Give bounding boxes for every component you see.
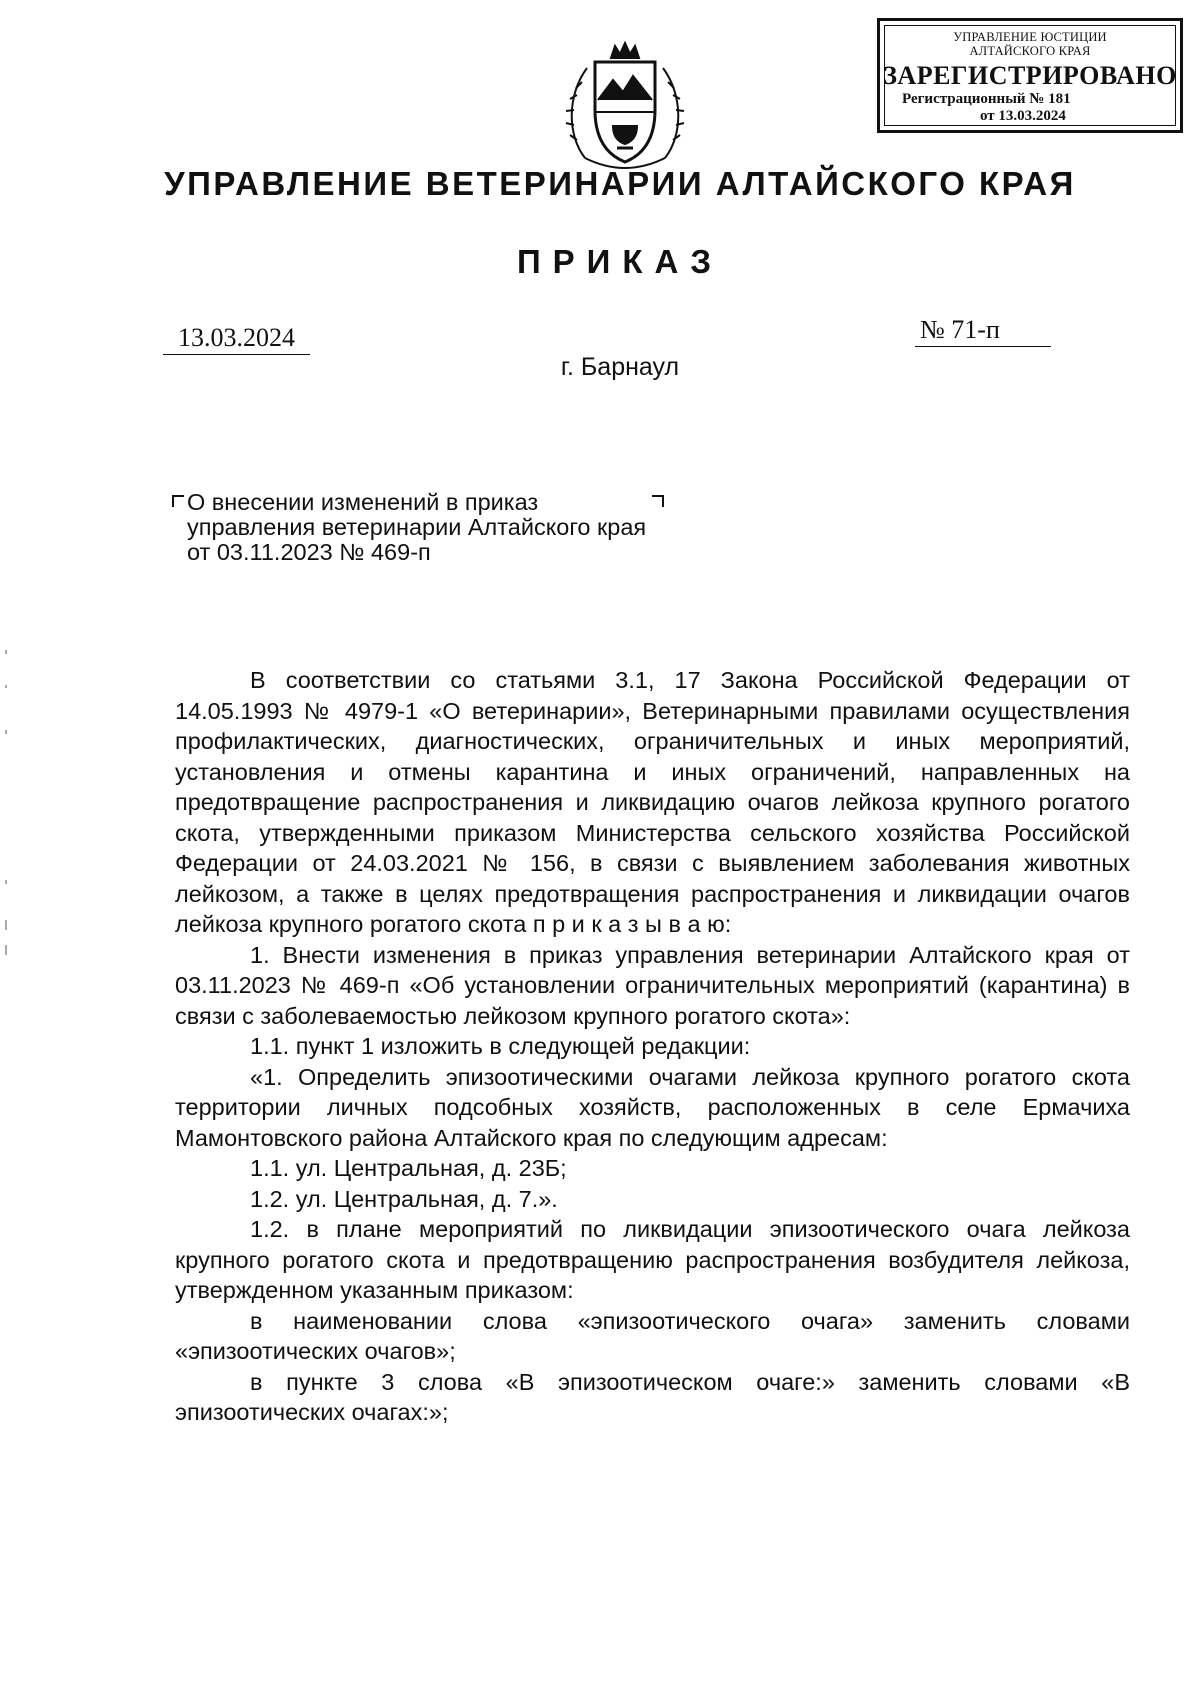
- paragraph-address-1: 1.1. ул. Центральная, д. 23Б;: [250, 1155, 567, 1181]
- organization-title: УПРАВЛЕНИЕ ВЕТЕРИНАРИИ АЛТАЙСКОГО КРАЯ: [164, 165, 1076, 202]
- document-number: № 71-п: [915, 314, 1051, 347]
- paragraph-item-1-1: 1.1. пункт 1 изложить в следующей редакции:: [250, 1033, 751, 1059]
- document-body: [175, 665, 1130, 1428]
- scan-margin-marks: [2, 640, 10, 1000]
- document-city: г. Барнаул: [560, 353, 680, 381]
- coat-of-arms-emblem: [565, 40, 685, 180]
- paragraph-item-1: 1. Внести изменения в приказ управления ветеринарии Алтайского края от 03.11.2023 № 469-п «Об установлении ограничительных мероприятий (карантина) в связи с заболеваемостью лейкозом крупного рогатого скота»:: [175, 941, 1130, 1029]
- paragraph-address-2: 1.2. ул. Центральная, д. 7.».: [250, 1185, 558, 1212]
- paragraph-item-1-2: 1.2. в плане мероприятий по ликвидации эпизоотического очага лейкоза крупного рогатого скота и предотвращению распространения возбудителя лейкоза, утвержденном указанным приказом:: [175, 1216, 1130, 1303]
- stamp-status: ЗАРЕГИСТРИРОВАНО: [883, 61, 1177, 90]
- paragraph-point-3-change: в пункте 3 слова «В эпизоотическом очаге:» заменить словами «В эпизоотических очагах:»;: [175, 1368, 1130, 1425]
- document-type: ПРИКАЗ: [516, 243, 724, 280]
- subject-bracket-right: [652, 495, 664, 507]
- stamp-line2: АЛТАЙСКОГО КРАЯ: [969, 44, 1091, 58]
- document-subject: О внесении изменений в приказ управления ветеринарии Алтайского края от 03.11.2023 № 469-п: [187, 489, 647, 565]
- paragraph-new-point-1: «1. Определить эпизоотическими очагами лейкоза крупного рогатого скота территории личных подсобных хозяйств, расположенных в селе Ермачиха Мамонтовского района Алтайского края по следующим адресам:: [175, 1063, 1130, 1151]
- subject-bracket-left: [172, 495, 184, 507]
- stamp-reg-number: Регистрационный № 181: [902, 91, 1071, 107]
- paragraph-preamble: В соответствии со статьями 3.1, 17 Закона Российской Федерации от 14.05.1993 № 4979-1 «О ветеринарии», Ветеринарными правилами осуществления профилактических, диагностических, ограничительных и иных мероприятий, установления и отмены карантина и иных ограничений, направленных на предотвращение распространения и ликвидацию очагов лейкоза крупного рогатого скота, утвержденными приказом Министерства сельского хозяйства Российской Федерации от 24.03.2021 № 156, в связи с выявлением заболевания животных лейкозом, а также в целях предотвращения распространения и ликвидации очагов лейкоза крупного рогатого скота п р и к а з ы в а ю:: [175, 667, 1130, 937]
- stamp-reg-date: от 13.03.2024: [980, 108, 1066, 124]
- paragraph-title-change: в наименовании слова «эпизоотического очага» заменить словами «эпизоотических очагов»;: [175, 1307, 1130, 1364]
- stamp-line1: УПРАВЛЕНИЕ ЮСТИЦИИ: [953, 30, 1107, 44]
- registration-stamp: [877, 18, 1183, 133]
- document-date: 13.03.2024: [163, 322, 310, 355]
